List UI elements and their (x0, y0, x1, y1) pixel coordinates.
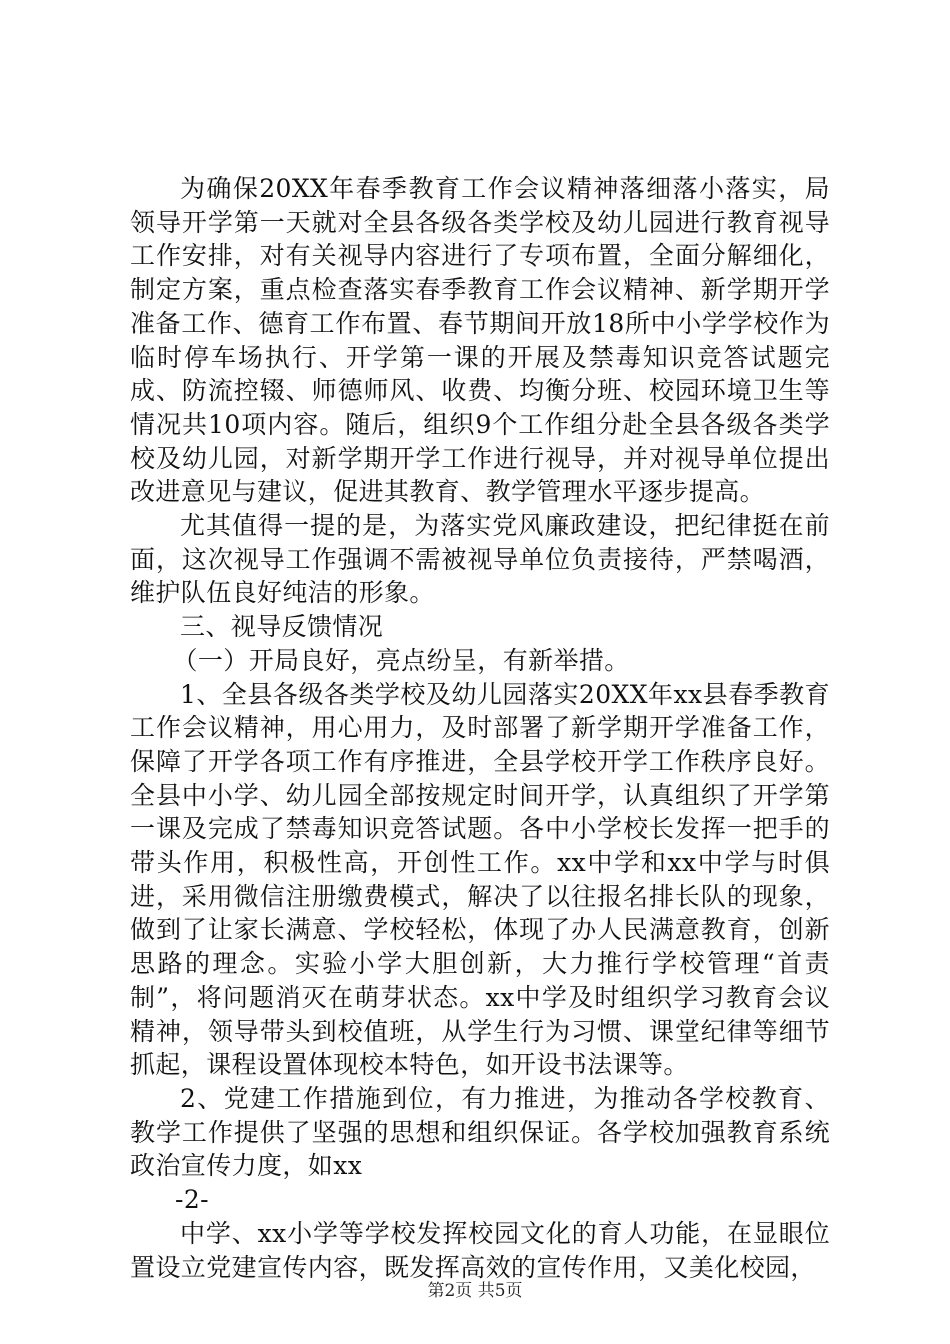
subsection-heading-good-start: （一）开局良好，亮点纷呈，有新举措。 (172, 645, 630, 675)
paragraph-inspection-arrangement: 为确保20XX年春季教育工作会议精神落细落小落实，局领导开学第一天就对全县各级各类学校及幼儿园进行教育视导工作安排，对有关视导内容进行了专项布置，全面分解细化，制定方案，重点检查落实春季教育工作会议精神、新学期开学准备工作、德育工作布置、春节期间开放18所中小学学校作为临时停车场执行、开学第一课的开展及禁毒知识竞答试题完成、防流控辍、师德师风、收费、均衡分班、校园环境卫生等情况共10项内容。随后，组织9个工作组分赴全县各级各类学校及幼儿园，对新学期开学工作进行视导，并对视导单位提出改进意见与建议，促进其教育、教学管理水平逐步提高。 (130, 174, 830, 507)
inline-page-marker: -2- (175, 1185, 210, 1215)
paragraph-item-1: 1、全县各级各类学校及幼儿园落实20XX年xx县春季教育工作会议精神，用心用力，及时部署了新学期开学准备工作，保障了开学各项工作有序推进，全县学校开学工作秩序良好。全县中小学、幼儿园全部按规定时间开学，认真组织了开学第一课及完成了禁毒知识竞答试题。各中小学校长发挥一把手的带头作用，积极性高，开创性工作。xx中学和xx中学与时俱进，采用微信注册缴费模式，解决了以往报名排长队的现象，做到了让家长满意、学校轻松，体现了办人民满意教育，创新思路的理念。实验小学大胆创新，大力推行学校管理“首责制”，将问题消灭在萌芽状态。xx中学及时组织学习教育会议精神，领导带头到校值班，从学生行为习惯、课堂纪律等细节抓起，课程设置体现校本特色，如开设书法课等。 (130, 679, 830, 1080)
page-footer: 第2页 共5页 (427, 1281, 523, 1301)
section-heading-feedback: 三、视导反馈情况 (180, 612, 384, 642)
paragraph-continuation: 中学、xx小学等学校发挥校园文化的育人功能，在显眼位置设立党建宣传内容，既发挥高效的宣传作用，又美化校园， (130, 1218, 830, 1282)
paragraph-item-2: 2、党建工作措施到位，有力推进，为推动各学校教育、教学工作提供了坚强的思想和组织保证。各学校加强教育系统政治宣传力度，如xx (130, 1083, 830, 1181)
paragraph-discipline-note: 尤其值得一提的是，为落实党风廉政建设，把纪律挺在前面，这次视导工作强调不需被视导单位负责接待，严禁喝酒，维护队伍良好纯洁的形象。 (130, 511, 830, 608)
document-body (130, 172, 830, 1284)
